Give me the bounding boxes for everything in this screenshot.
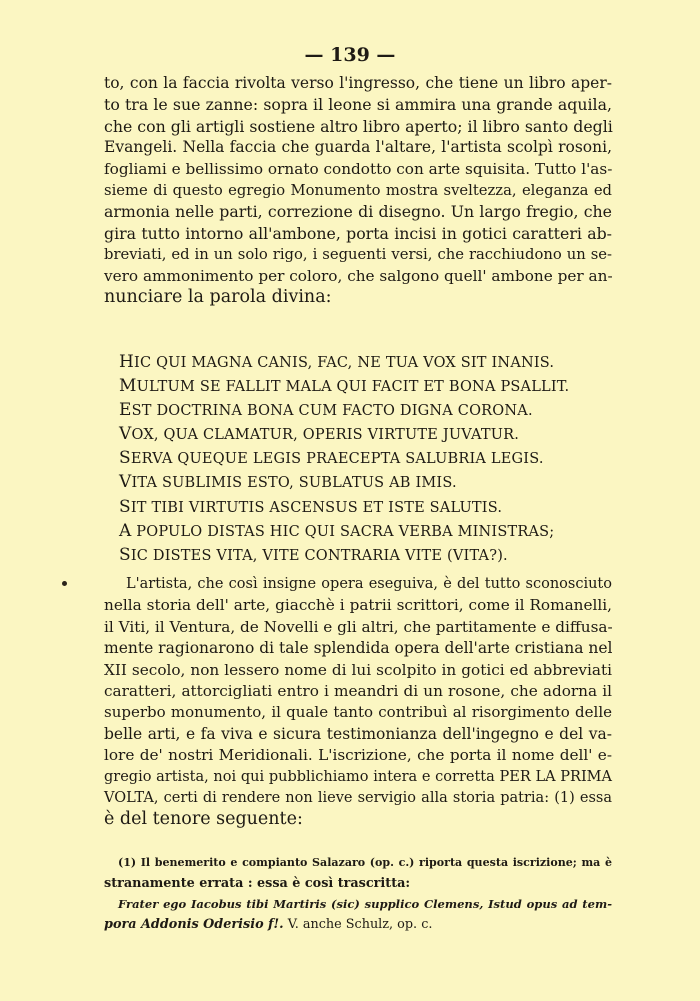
footnote-line [104,915,612,936]
margin-mark [62,581,67,586]
text-line: lore de' nostri Meridionali. L'iscrizione, che porta il nome dell' e- [104,746,612,765]
latin-inscription-verses [119,351,599,568]
paragraph-unknown-artist [104,574,612,831]
verse-line: EST DOCTRINA BONA CUM FACTO DIGNA CORONA. [119,400,533,421]
verse-line: HIC QUI MAGNA CANIS, FAC, NE TUA VOX SIT INANIS. [119,352,555,372]
footnote-line: stranamente errata : essa è così trascritta: [104,875,411,891]
text-line: gira tutto intorno all'ambone, porta incisi in gotici caratteri ab- [104,223,612,243]
text-line: nella storia dell' arte, giacchè i patrii scrittori, come il Romanelli, [104,596,612,615]
text-line: vero ammonimento per coloro, che salgono quell' ambone per an- [104,266,613,285]
text-line: gregio artista, noi qui pubblichiamo intera e corretta PER LA PRIMA [104,768,612,785]
verse-line: VITA SUBLIMIS ESTO, SUBLATUS AB IMIS. [119,472,457,493]
text-line: nunciare la parola divina: [104,287,332,308]
paragraph-ambone-description [104,73,612,308]
verse-line: MULTUM SE FALLIT MALA QUI FACIT ET BONA PSALLIT. [119,376,570,397]
verse-line: VOX, QUA CLAMATUR, OPERIS VIRTUTE JUVATUR. [119,424,520,445]
footnote-line: (1) Il benemerito e compianto Salazaro (op. c.) riporta questa iscrizione; ma è [118,856,612,869]
text-line: è del tenore seguente: [104,809,303,830]
text-line: breviati, ed in un solo rigo, i seguenti versi, che racchiudono un se- [104,246,612,264]
text-line: to, con la faccia rivolta verso l'ingresso, che tiene un libro aper- [104,74,612,92]
verse-line: SIT TIBI VIRTUTIS ASCENSUS ET ISTE SALUTIS. [119,496,503,517]
footnote-inscription-line: Frater ego Iacobus tibi Martiris (sic) supplico Clemens, Istud opus ad tem- [118,897,612,911]
text-line: mente ragionarono di tale splendida opera dell'arte cristiana nel [104,639,613,658]
text-line: superbo monumento, il quale tanto contribuì al risorgimento delle [104,703,612,722]
text-line: VOLTA, certi di rendere non lieve servigio alla storia patria: (1) essa [104,790,612,807]
text-line: il Viti, il Ventura, de Novelli e gli altri, che partitamente e diffusa- [104,617,613,636]
footnote-reference: V. anche Schulz, op. c. [283,916,433,932]
text-line: fogliami e bellissimo ornato condotto con arte squisita. Tutto l'as- [104,159,613,178]
text-line: armonia nelle parti, correzione di disegno. Un largo fregio, che [104,202,612,222]
text-line: XII secolo, non lessero nome di lui scolpito in gotici ed abbreviati [104,660,612,679]
text-line: Evangeli. Nella faccia che guarda l'altare, l'artista scolpì rosoni, [104,138,612,157]
verse-line: SIC DISTES VITA, VITE CONTRARIA VITE (VITA?). [119,544,508,565]
text-line: sieme di questo egregio Monumento mostra sveltezza, eleganza ed [104,182,612,200]
verse-line: A POPULO DISTAS HIC QUI SACRA VERBA MINISTRAS; [119,520,555,541]
text-line: caratteri, attorcigliati entro i meandri di un rosone, che adorna il [104,682,612,701]
text-line: belle arti, e fa viva e sicura testimonianza dell'ingegno e del va- [104,724,612,743]
footnote-inscription-end: pora Addonis Oderisio f!. [104,916,284,932]
text-line: to tra le sue zanne: sopra il leone si ammira una grande aquila, [104,95,612,115]
footnote [104,853,612,935]
verse-line: SERVA QUEQUE LEGIS PRAECEPTA SALUBRIA LEGIS. [119,448,544,469]
page-number: — 139 — [304,44,396,66]
text-line: che con gli artigli sostiene altro libro aperto; il libro santo degli [104,116,613,136]
text-line: L'artista, che così insigne opera eseguiva, è del tutto sconosciuto [126,576,612,592]
